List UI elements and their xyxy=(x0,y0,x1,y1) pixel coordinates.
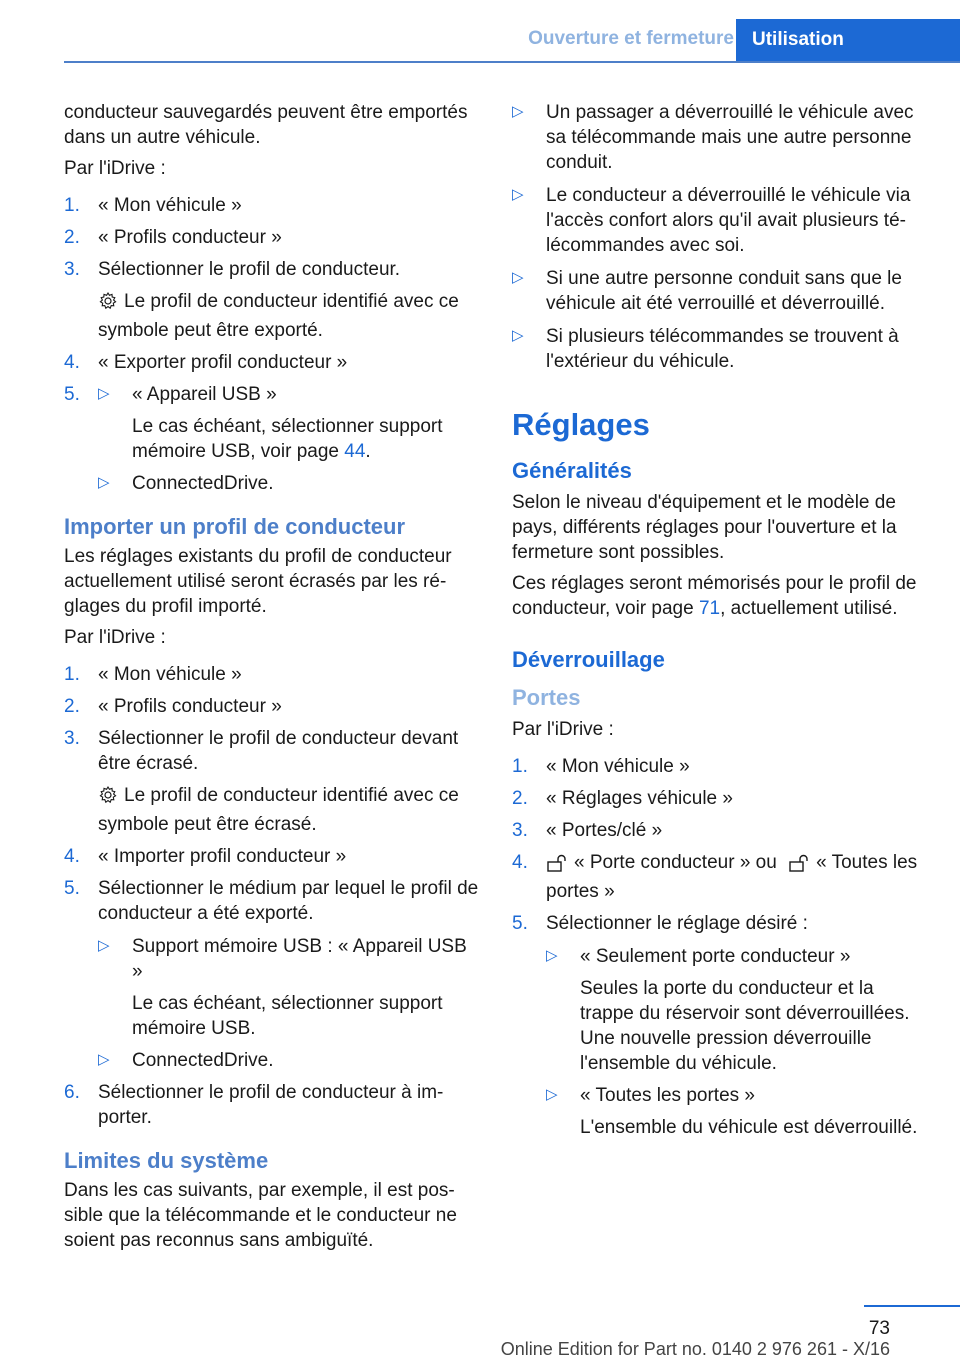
limits-heading: Limites du système xyxy=(64,1148,269,1173)
list-item: 2. « Profils conducteur » xyxy=(64,696,282,717)
list-item: 2. « Réglages véhicule » xyxy=(512,788,733,809)
list-item: ▷ Un passager a déverrouillé le véhicule avec sa télécommande mais une autre personne conduit. xyxy=(512,102,914,173)
list-item: 1. « Mon véhicule » xyxy=(512,756,690,777)
list-item: 1. « Mon véhicule » xyxy=(64,195,242,216)
sub-item: ▷ « Appareil USB » xyxy=(98,384,277,405)
note: Le profil de conducteur identifié avec ce symbole peut être exporté. xyxy=(98,291,459,341)
footer-rule xyxy=(864,1305,960,1307)
list-item: 3. « Portes/clé » xyxy=(512,820,663,841)
generalites-text-2: Ces réglages seront mémorisés pour le profil de conducteur, voir page 71, actuellement utilisé. xyxy=(512,573,917,619)
list-item: 1. « Mon véhicule » xyxy=(64,664,242,685)
sub-note: L'ensemble du véhicule est déverrouillé. xyxy=(580,1117,918,1138)
list-item: 5. Sélectionner le réglage désiré : ▷ « Seulement porte conducteur » Seules la porte du conducteur et la trappe du réservoir sont déverrouillées. Une nouvelle pression déverrouille l'ensemble du véhicule. ▷ « Toutes les portes » L'ensemble du véhicule est déverrouillé. xyxy=(512,911,932,1140)
gear-icon xyxy=(98,785,118,812)
page-number: 73 xyxy=(868,1318,890,1339)
list-item: 6. Sélectionner le profil de conducteur à importer. xyxy=(64,1082,444,1128)
import-intro: Les réglages existants du profil de conducteur actuellement utilisé seront écrasés par les réglages du profil importé. xyxy=(64,546,452,617)
list-item: ▷ Si plusieurs télécommandes se trouvent à l'extérieur du véhicule. xyxy=(512,326,899,372)
unlock-icon xyxy=(788,854,810,879)
reglages-heading: Réglages xyxy=(512,407,650,442)
sub-item: ▷ Support mémoire USB : « Appareil USB » xyxy=(98,936,467,982)
sub-item: ▷ « Toutes les portes » xyxy=(546,1085,755,1106)
deverrouillage-heading: Déverrouillage xyxy=(512,647,665,672)
page-link[interactable]: 44 xyxy=(344,441,366,462)
left-column xyxy=(64,100,482,1259)
list-item: 3. Sélectionner le profil de conducteur devant être écrasé. xyxy=(64,728,459,774)
par-idrive: Par l'iDrive : xyxy=(512,719,614,740)
list-item: ▷ Si une autre personne conduit sans que le véhicule ait été verrouillé et déverrouillé. xyxy=(512,268,902,314)
unlock-icon xyxy=(546,854,568,879)
header-rule xyxy=(64,61,960,63)
generalites-text: Selon le niveau d'équipement et le modèle de pays, différents réglages pour l'ouverture et la fermeture sont possibles. xyxy=(512,492,897,563)
list-item: 4. « Porte conducteur » ou « Toutes les portes » xyxy=(512,852,918,902)
limits-text: Dans les cas suivants, par exemple, il est possible que la télécommande et le conducteur ne soient pas reconnus sans ambiguïté. xyxy=(64,1180,457,1251)
portes-heading: Portes xyxy=(512,685,581,710)
list-item: 4. « Importer profil conducteur » xyxy=(64,846,347,867)
header-chapter-tab xyxy=(736,19,960,61)
generalites-heading: Généralités xyxy=(512,458,632,483)
header-chapter-label: Utilisation xyxy=(752,29,844,50)
par-idrive: Par l'iDrive : xyxy=(64,627,166,648)
header-section-title: Ouverture et fermeture xyxy=(528,28,734,49)
page-link[interactable]: 71 xyxy=(698,598,721,619)
list-item: 3. Sélectionner le profil de conducteur. xyxy=(64,259,401,280)
sub-note: Le cas échéant, sélectionner support mémoire USB, voir page 44. xyxy=(132,416,443,462)
sub-item: ▷ ConnectedDrive. xyxy=(98,473,274,494)
sub-note: Seules la porte du conducteur et la trappe du réservoir sont déverrouillées. Une nouvelle pression déverrouille l'ensemble du véhicule. xyxy=(580,978,910,1074)
list-item: 4. « Exporter profil conducteur » xyxy=(64,352,348,373)
edition-footer: Online Edition for Part no. 0140 2 976 261 - X/16 xyxy=(500,1339,890,1359)
right-column xyxy=(512,100,932,1147)
sub-item: ▷ « Seulement porte conducteur » xyxy=(546,946,851,967)
list-item: 5. Sélectionner le médium par lequel le profil de conducteur a été exporté. ▷ Support mémoire USB : « Appareil USB » Le cas échéant, sélectionner support mémoire USB. ▷ ConnectedDrive. xyxy=(64,876,482,1073)
sub-item: ▷ ConnectedDrive. xyxy=(98,1050,274,1071)
sub-note: Le cas échéant, sélectionner support mémoire USB. xyxy=(132,993,443,1039)
list-item: ▷ Le conducteur a déverrouillé le véhicule via l'accès confort alors qu'il avait plusieurs télécommandes avec soi. xyxy=(512,185,911,256)
list-item: 2. « Profils conducteur » xyxy=(64,227,282,248)
list-item: 5. ▷ « Appareil USB » Le cas échéant, sélectionner support mémoire USB, voir page 44. ▷ ConnectedDrive. xyxy=(64,382,482,496)
par-idrive: Par l'iDrive : xyxy=(64,158,166,179)
import-heading: Importer un profil de conducteur xyxy=(64,514,406,539)
gear-icon xyxy=(98,291,118,318)
note: Le profil de conducteur identifié avec ce symbole peut être écrasé. xyxy=(98,785,459,835)
intro-text: conducteur sauvegardés peuvent être emportés dans un autre véhicule. xyxy=(64,102,468,148)
